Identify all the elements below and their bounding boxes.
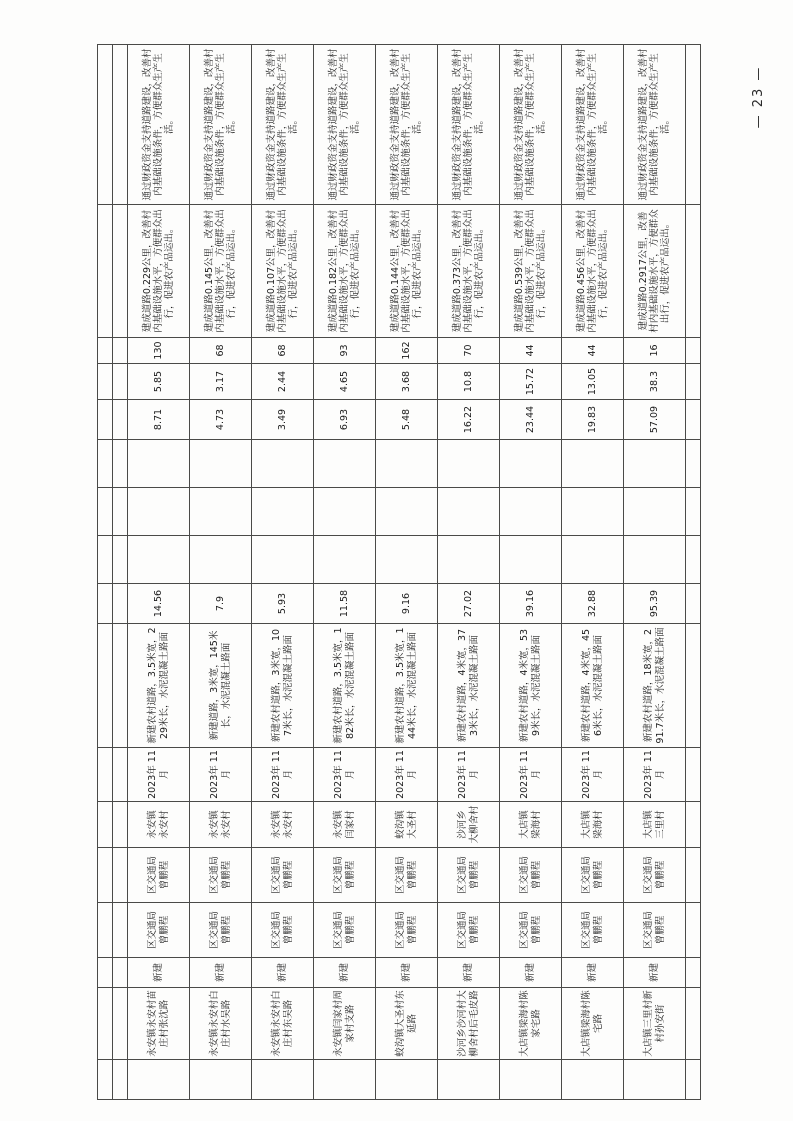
cell-location: 永安镇 永安村 bbox=[252, 802, 314, 848]
cell-outcome: 建成道路0.145公里，改善村内基础设施水平，方便群众出行，促进农产品运出。 bbox=[190, 205, 252, 338]
cell-fund-a bbox=[98, 400, 113, 440]
cell-funding-note: 通过财政资金支持道路建设，改善村内基础设施条件，方便群众生产生活。 bbox=[252, 45, 314, 205]
cell-department-b: 区交通局 曾鹏程 bbox=[190, 903, 252, 958]
cell-funding-note: 通过财政资金支持道路建设，改善村内基础设施条件，方便群众生产生活。 bbox=[500, 45, 562, 205]
cell-empty-fund-3 bbox=[314, 440, 376, 488]
cell-total-invest: 14.56 bbox=[128, 584, 190, 624]
cell-location: 沙河乡 大柳舍村 bbox=[438, 802, 500, 848]
cell-empty-fund-2 bbox=[113, 488, 128, 536]
cell-fund-a: 19.83 bbox=[562, 400, 624, 440]
cell-funding-note bbox=[113, 45, 128, 205]
cell-outcome: 建成道路0.2917公里，改善村内基础设施水平，方便群众出行，促进农产品运出。 bbox=[624, 205, 686, 338]
cell-fund-a: 6.93 bbox=[314, 400, 376, 440]
project-row bbox=[500, 45, 562, 1100]
cell-project-name: 永安镇永安村白庄村东吴路 bbox=[252, 988, 314, 1060]
cell-build-type: 新建 bbox=[624, 958, 686, 988]
cell-empty-fund-2 bbox=[314, 488, 376, 536]
cell-build-content bbox=[113, 624, 128, 748]
cell-build-type: 新建 bbox=[252, 958, 314, 988]
cell-beneficiaries: 44 bbox=[500, 338, 562, 364]
cell-funding-note: 通过财政资金支持道路建设，改善村内基础设施条件，方便群众生产生活。 bbox=[314, 45, 376, 205]
cell-build-content: 新建农村道路，4米宽，539米长，水泥混凝土路面 bbox=[500, 624, 562, 748]
cell-project-name bbox=[98, 988, 113, 1060]
cell-empty-fund-3 bbox=[376, 440, 438, 488]
rotated-table-container bbox=[97, 45, 700, 1100]
cell-completion-date: 2023年 11月 bbox=[314, 748, 376, 802]
cell-empty-fund-2 bbox=[438, 488, 500, 536]
cell-department-a: 区交通局 曾鹏程 bbox=[500, 848, 562, 903]
cell-location bbox=[113, 802, 128, 848]
cell-outcome: 建成道路0.144公里，改善村内基础设施水平，方便群众出行，促进农产品运出。 bbox=[376, 205, 438, 338]
cell-department-b: 区交通局 曾鹏程 bbox=[562, 903, 624, 958]
cell-build-type: 新建 bbox=[128, 958, 190, 988]
cell-completion-date: 2023年 11月 bbox=[128, 748, 190, 802]
empty-row bbox=[98, 45, 113, 1100]
cell-funding-note: 通过财政资金支持道路建设，改善村内基础设施条件，方便群众生产生活。 bbox=[438, 45, 500, 205]
cell-department-a: 区交通局 曾鹏程 bbox=[624, 848, 686, 903]
cell-build-type: 新建 bbox=[314, 958, 376, 988]
cell-project-name: 大店镇三里村新村孙安街 bbox=[624, 988, 686, 1060]
cell-department-b: 区交通局 曾鹏程 bbox=[128, 903, 190, 958]
cell-department-a: 区交通局 曾鹏程 bbox=[438, 848, 500, 903]
cell-outcome bbox=[686, 205, 701, 338]
cell-fund-b: 15.72 bbox=[500, 364, 562, 400]
cell-funding-note: 通过财政资金支持道路建设，改善村内基础设施条件，方便群众生产生活。 bbox=[128, 45, 190, 205]
cell-build-type: 新建 bbox=[438, 958, 500, 988]
cell-empty-fund-3 bbox=[252, 440, 314, 488]
cell-department-a: 区交通局 曾鹏程 bbox=[128, 848, 190, 903]
cell-completion-date: 2023年 11月 bbox=[624, 748, 686, 802]
cell-empty-fund-1 bbox=[252, 536, 314, 584]
cell-outcome: 建成道路0.456公里，改善村内基础设施水平，方便群众出行，促进农产品运出。 bbox=[562, 205, 624, 338]
cell-department-a bbox=[686, 848, 701, 903]
cell-completion-date: 2023年 11月 bbox=[252, 748, 314, 802]
cell-empty-fund-3 bbox=[190, 440, 252, 488]
cell-project-name: 大店镇梁海村陈宅路 bbox=[562, 988, 624, 1060]
cell-fund-a: 5.48 bbox=[376, 400, 438, 440]
cell-fund-a bbox=[113, 400, 128, 440]
cell-project-name bbox=[686, 988, 701, 1060]
cell-location: 永安镇 闫家村 bbox=[314, 802, 376, 848]
cell-empty-fund-2 bbox=[252, 488, 314, 536]
cell-empty-fund-1 bbox=[113, 536, 128, 584]
cell-completion-date bbox=[113, 748, 128, 802]
cell-fund-b: 13.05 bbox=[562, 364, 624, 400]
cell-seq bbox=[252, 1060, 314, 1100]
cell-fund-a: 23.44 bbox=[500, 400, 562, 440]
cell-build-type bbox=[98, 958, 113, 988]
cell-department-b: 区交通局 曾鹏程 bbox=[624, 903, 686, 958]
cell-fund-b: 3.17 bbox=[190, 364, 252, 400]
cell-build-content: 新建道路，3米宽，145米长，水泥混凝土路面 bbox=[190, 624, 252, 748]
cell-seq bbox=[98, 1060, 113, 1100]
cell-empty-fund-3 bbox=[686, 440, 701, 488]
cell-build-content: 新建农村道路，3.5米宽，144米长，水泥混凝土路面 bbox=[376, 624, 438, 748]
project-row bbox=[624, 45, 686, 1100]
project-row bbox=[128, 45, 190, 1100]
cell-empty-fund-3 bbox=[562, 440, 624, 488]
cell-funding-note bbox=[98, 45, 113, 205]
cell-build-content: 新建农村道路，4米宽，373米长，水泥混凝土路面 bbox=[438, 624, 500, 748]
cell-fund-b bbox=[686, 364, 701, 400]
cell-outcome bbox=[113, 205, 128, 338]
cell-fund-b: 5.85 bbox=[128, 364, 190, 400]
cell-total-invest bbox=[686, 584, 701, 624]
cell-total-invest bbox=[98, 584, 113, 624]
cell-beneficiaries: 68 bbox=[190, 338, 252, 364]
projects-table bbox=[97, 44, 701, 1100]
cell-location: 蛟沟镇 大圣村 bbox=[376, 802, 438, 848]
empty-row bbox=[113, 45, 128, 1100]
page-number-label: — 23 — bbox=[750, 65, 766, 129]
cell-seq bbox=[190, 1060, 252, 1100]
cell-department-a: 区交通局 曾鹏程 bbox=[562, 848, 624, 903]
cell-empty-fund-3 bbox=[113, 440, 128, 488]
cell-build-type bbox=[113, 958, 128, 988]
empty-row bbox=[686, 45, 701, 1100]
cell-project-name bbox=[113, 988, 128, 1060]
cell-completion-date bbox=[686, 748, 701, 802]
cell-location: 永安镇 永安村 bbox=[190, 802, 252, 848]
cell-location bbox=[686, 802, 701, 848]
cell-total-invest: 95.39 bbox=[624, 584, 686, 624]
cell-department-a: 区交通局 曾鹏程 bbox=[314, 848, 376, 903]
cell-fund-a: 57.09 bbox=[624, 400, 686, 440]
cell-fund-b bbox=[113, 364, 128, 400]
cell-beneficiaries: 93 bbox=[314, 338, 376, 364]
cell-beneficiaries: 162 bbox=[376, 338, 438, 364]
project-row bbox=[314, 45, 376, 1100]
cell-project-name: 永安镇闫家村周家村支路 bbox=[314, 988, 376, 1060]
cell-beneficiaries: 16 bbox=[624, 338, 686, 364]
cell-department-b: 区交通局 曾鹏程 bbox=[376, 903, 438, 958]
cell-project-name: 大店镇梁海村陈家宅路 bbox=[500, 988, 562, 1060]
cell-fund-a: 4.73 bbox=[190, 400, 252, 440]
cell-empty-fund-3 bbox=[438, 440, 500, 488]
cell-total-invest: 39.16 bbox=[500, 584, 562, 624]
cell-build-type: 新建 bbox=[376, 958, 438, 988]
cell-build-type: 新建 bbox=[562, 958, 624, 988]
cell-fund-b: 3.68 bbox=[376, 364, 438, 400]
cell-department-b bbox=[98, 903, 113, 958]
cell-fund-b: 10.8 bbox=[438, 364, 500, 400]
cell-department-a bbox=[113, 848, 128, 903]
cell-empty-fund-2 bbox=[128, 488, 190, 536]
cell-project-name: 沙河乡沙河村大柳舍村后毛皮路 bbox=[438, 988, 500, 1060]
cell-empty-fund-3 bbox=[128, 440, 190, 488]
project-row bbox=[438, 45, 500, 1100]
cell-completion-date: 2023年 11月 bbox=[562, 748, 624, 802]
cell-empty-fund-2 bbox=[562, 488, 624, 536]
cell-build-content: 新建农村道路，3.5米宽，229米长，水泥混凝土路面 bbox=[128, 624, 190, 748]
cell-seq bbox=[128, 1060, 190, 1100]
cell-funding-note: 通过财政资金支持道路建设，改善村内基础设施条件，方便群众生产生活。 bbox=[376, 45, 438, 205]
cell-outcome: 建成道路0.107公里，改善村内基础设施水平，方便群众出行，促进农产品运出。 bbox=[252, 205, 314, 338]
cell-beneficiaries bbox=[113, 338, 128, 364]
cell-total-invest: 27.02 bbox=[438, 584, 500, 624]
cell-beneficiaries: 70 bbox=[438, 338, 500, 364]
cell-project-name: 永安镇永安村苗庄村张沈路 bbox=[128, 988, 190, 1060]
cell-empty-fund-1 bbox=[190, 536, 252, 584]
cell-fund-a bbox=[686, 400, 701, 440]
projects-table-body bbox=[98, 45, 701, 1100]
cell-department-b: 区交通局 曾鹏程 bbox=[314, 903, 376, 958]
cell-completion-date: 2023年 11月 bbox=[190, 748, 252, 802]
cell-beneficiaries bbox=[98, 338, 113, 364]
cell-empty-fund-2 bbox=[376, 488, 438, 536]
cell-empty-fund-2 bbox=[686, 488, 701, 536]
cell-seq bbox=[314, 1060, 376, 1100]
cell-seq bbox=[500, 1060, 562, 1100]
project-row bbox=[376, 45, 438, 1100]
cell-fund-a: 3.49 bbox=[252, 400, 314, 440]
cell-outcome: 建成道路0.182公里，改善村内基础设施水平，方便群众出行，促进农产品运出。 bbox=[314, 205, 376, 338]
cell-location: 大店镇 梁海村 bbox=[562, 802, 624, 848]
cell-funding-note: 通过财政资金支持道路建设，改善村内基础设施条件，方便群众生产生活。 bbox=[624, 45, 686, 205]
cell-beneficiaries: 68 bbox=[252, 338, 314, 364]
cell-department-b bbox=[113, 903, 128, 958]
cell-build-type: 新建 bbox=[500, 958, 562, 988]
cell-completion-date: 2023年 11月 bbox=[376, 748, 438, 802]
cell-empty-fund-1 bbox=[438, 536, 500, 584]
cell-empty-fund-3 bbox=[624, 440, 686, 488]
cell-seq bbox=[113, 1060, 128, 1100]
cell-build-content bbox=[686, 624, 701, 748]
cell-total-invest: 9.16 bbox=[376, 584, 438, 624]
cell-seq bbox=[376, 1060, 438, 1100]
cell-empty-fund-1 bbox=[128, 536, 190, 584]
cell-department-a bbox=[98, 848, 113, 903]
cell-funding-note: 通过财政资金支持道路建设，改善村内基础设施条件，方便群众生产生活。 bbox=[562, 45, 624, 205]
cell-funding-note bbox=[686, 45, 701, 205]
cell-fund-b: 4.65 bbox=[314, 364, 376, 400]
cell-completion-date: 2023年 11月 bbox=[438, 748, 500, 802]
cell-seq bbox=[438, 1060, 500, 1100]
cell-empty-fund-1 bbox=[562, 536, 624, 584]
cell-empty-fund-1 bbox=[314, 536, 376, 584]
cell-empty-fund-1 bbox=[98, 536, 113, 584]
cell-department-a: 区交通局 曾鹏程 bbox=[252, 848, 314, 903]
cell-location: 大店镇 梁海村 bbox=[500, 802, 562, 848]
cell-empty-fund-2 bbox=[98, 488, 113, 536]
cell-department-a: 区交通局 曾鹏程 bbox=[376, 848, 438, 903]
cell-project-name: 永安镇永安村白庄村水吴路 bbox=[190, 988, 252, 1060]
cell-fund-b: 2.44 bbox=[252, 364, 314, 400]
cell-empty-fund-2 bbox=[190, 488, 252, 536]
cell-empty-fund-1 bbox=[624, 536, 686, 584]
cell-seq bbox=[562, 1060, 624, 1100]
project-row bbox=[562, 45, 624, 1100]
cell-empty-fund-1 bbox=[376, 536, 438, 584]
cell-build-content bbox=[98, 624, 113, 748]
cell-fund-b bbox=[98, 364, 113, 400]
cell-build-type bbox=[686, 958, 701, 988]
project-row bbox=[252, 45, 314, 1100]
cell-outcome: 建成道路0.539公里，改善村内基础设施水平，方便群众出行，促进农产品运出。 bbox=[500, 205, 562, 338]
cell-location bbox=[98, 802, 113, 848]
cell-empty-fund-1 bbox=[686, 536, 701, 584]
cell-build-content: 新建农村道路，18米宽，291.7米长，水泥混凝土路面 bbox=[624, 624, 686, 748]
cell-completion-date: 2023年 11月 bbox=[500, 748, 562, 802]
cell-total-invest: 7.9 bbox=[190, 584, 252, 624]
cell-department-b: 区交通局 曾鹏程 bbox=[438, 903, 500, 958]
cell-build-type: 新建 bbox=[190, 958, 252, 988]
cell-empty-fund-1 bbox=[500, 536, 562, 584]
cell-funding-note: 通过财政资金支持道路建设，改善村内基础设施条件，方便群众生产生活。 bbox=[190, 45, 252, 205]
cell-total-invest: 11.58 bbox=[314, 584, 376, 624]
cell-build-content: 新建农村道路，4米宽，456米长，水泥混凝土路面 bbox=[562, 624, 624, 748]
cell-department-b: 区交通局 曾鹏程 bbox=[500, 903, 562, 958]
cell-empty-fund-3 bbox=[500, 440, 562, 488]
cell-project-name: 蛟沟镇大圣村东延路 bbox=[376, 988, 438, 1060]
cell-empty-fund-2 bbox=[624, 488, 686, 536]
cell-completion-date bbox=[98, 748, 113, 802]
cell-fund-b: 38.3 bbox=[624, 364, 686, 400]
page-number bbox=[749, 57, 767, 137]
cell-total-invest bbox=[113, 584, 128, 624]
cell-beneficiaries bbox=[686, 338, 701, 364]
cell-department-b bbox=[686, 903, 701, 958]
cell-department-b: 区交通局 曾鹏程 bbox=[252, 903, 314, 958]
cell-outcome bbox=[98, 205, 113, 338]
project-row bbox=[190, 45, 252, 1100]
cell-empty-fund-3 bbox=[98, 440, 113, 488]
cell-fund-a: 8.71 bbox=[128, 400, 190, 440]
cell-seq bbox=[686, 1060, 701, 1100]
cell-department-a: 区交通局 曾鹏程 bbox=[190, 848, 252, 903]
cell-empty-fund-2 bbox=[500, 488, 562, 536]
cell-outcome: 建成道路0.373公里，改善村内基础设施水平，方便群众出行，促进农产品运出。 bbox=[438, 205, 500, 338]
cell-fund-a: 16.22 bbox=[438, 400, 500, 440]
cell-total-invest: 5.93 bbox=[252, 584, 314, 624]
cell-outcome: 建成道路0.229公里，改善村内基础设施水平，方便群众出行，促进农产品运出。 bbox=[128, 205, 190, 338]
cell-beneficiaries: 130 bbox=[128, 338, 190, 364]
cell-build-content: 新建农村道路，3米宽，107米长，水泥混凝土路面 bbox=[252, 624, 314, 748]
cell-location: 大店镇 三里村 bbox=[624, 802, 686, 848]
cell-beneficiaries: 44 bbox=[562, 338, 624, 364]
cell-total-invest: 32.88 bbox=[562, 584, 624, 624]
cell-location: 永安镇 永安村 bbox=[128, 802, 190, 848]
cell-build-content: 新建农村道路，3.5米宽，182米长，水泥混凝土路面 bbox=[314, 624, 376, 748]
cell-seq bbox=[624, 1060, 686, 1100]
